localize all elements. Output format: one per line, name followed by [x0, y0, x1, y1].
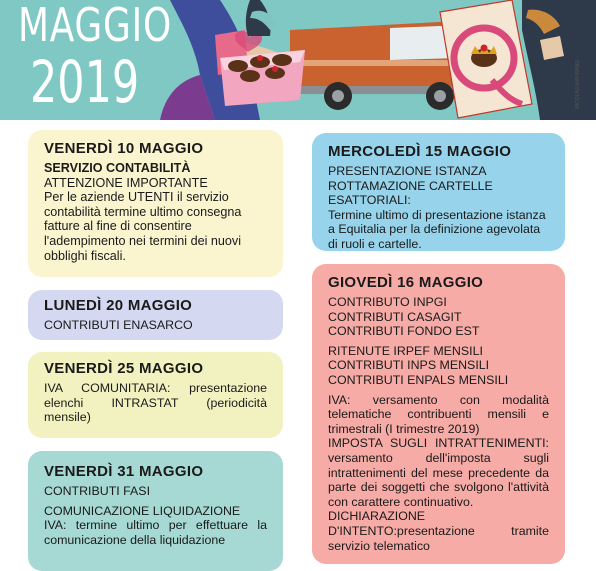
card-item: CONTRIBUTI INPS MENSILI	[328, 358, 490, 373]
deadline-card-wed15	[312, 133, 565, 251]
card-text: Termine ultimo di presentazione istanza a Equitalia per la definizione agevolata di ruoli e cartelle.	[328, 207, 546, 251]
card-item-2: COMUNICAZIONE LIQUIDAZIONE	[44, 503, 241, 518]
card-text: IVA: termine ultimo per effettuare la comunicazione della liquidazione	[44, 518, 267, 547]
banner-month: MAGGIO	[18, 0, 172, 52]
deadline-card-fri31	[28, 451, 283, 571]
card-date: VENERDÌ 10 MAGGIO	[44, 140, 204, 157]
header-banner	[0, 0, 596, 120]
card-title: SERVIZIO CONTABILITÀ	[44, 161, 191, 175]
card-text: IVA COMUNITARIA: presentazione elenchi INTRASTAT (periodicità mensile)	[44, 381, 267, 425]
deadline-card-thu16	[312, 264, 565, 564]
card-date: MERCOLEDÌ 15 MAGGIO	[328, 143, 512, 160]
deadline-card-fri10	[28, 130, 283, 277]
card-text: Per le aziende UTENTI il servizio contabilità termine ultimo consegna fatture al fine di consentire l'adempimento nei termini dei nuovi obblighi fiscali.	[44, 190, 242, 263]
card-item: CONTRIBUTI FASI	[44, 484, 151, 498]
card-item: CONTRIBUTI ENASARCO	[44, 318, 193, 332]
card-item: CONTRIBUTI ENPALS MENSILI	[328, 372, 509, 387]
banner-illustration	[140, 0, 596, 120]
dichiarazione-text: presentazione tramite servizio telematico	[328, 523, 549, 553]
card-item: CONTRIBUTI FONDO EST	[328, 324, 480, 339]
card-item: CONTRIBUTI CASAGIT	[328, 309, 462, 324]
letter-q-card-illustration	[440, 0, 532, 118]
card-title: PRESENTAZIONE ISTANZA ROTTAMAZIONE CARTELLE ESATTORIALI:	[328, 164, 493, 208]
intrattenimenti-title: IMPOSTA SUGLI INTRATTENIMENTI:	[328, 436, 549, 451]
card-item: CONTRIBUTO INPGI	[328, 295, 447, 309]
card-item: RITENUTE IRPEF MENSILI	[328, 343, 483, 358]
card-date: LUNEDÌ 20 MAGGIO	[44, 297, 193, 314]
card-text-iva: IVA: versamento con modalità telematiche contribuenti mensili e trimestrali (I trimestre 2019)	[328, 392, 549, 436]
dichiarazione-title: DICHIARAZIONE D'INTENTO:	[328, 509, 426, 538]
person-illustration-right	[522, 0, 596, 120]
card-date: VENERDÌ 31 MAGGIO	[44, 463, 204, 480]
intrattenimenti-text: versamento dell'imposta sugli intrattenimenti del mese precedente da parte dei soggetti che svolgono l'attività con carattere continuativo.	[328, 450, 549, 509]
card-subtitle: ATTENZIONE IMPORTANTE	[44, 175, 208, 190]
card-text-dichiarazione	[328, 509, 549, 553]
card-date: GIOVEDÌ 16 MAGGIO	[328, 274, 484, 291]
illustration-credit: NICOLAS MAYWAND	[575, 60, 581, 109]
deadline-card-fri25	[28, 352, 283, 438]
person-illustration-center	[246, 0, 278, 36]
banner-year: 2019	[30, 48, 140, 116]
deadline-card-mon20	[28, 290, 283, 340]
card-date: VENERDÌ 25 MAGGIO	[44, 360, 204, 377]
card-text-intrattenimenti	[328, 436, 549, 509]
